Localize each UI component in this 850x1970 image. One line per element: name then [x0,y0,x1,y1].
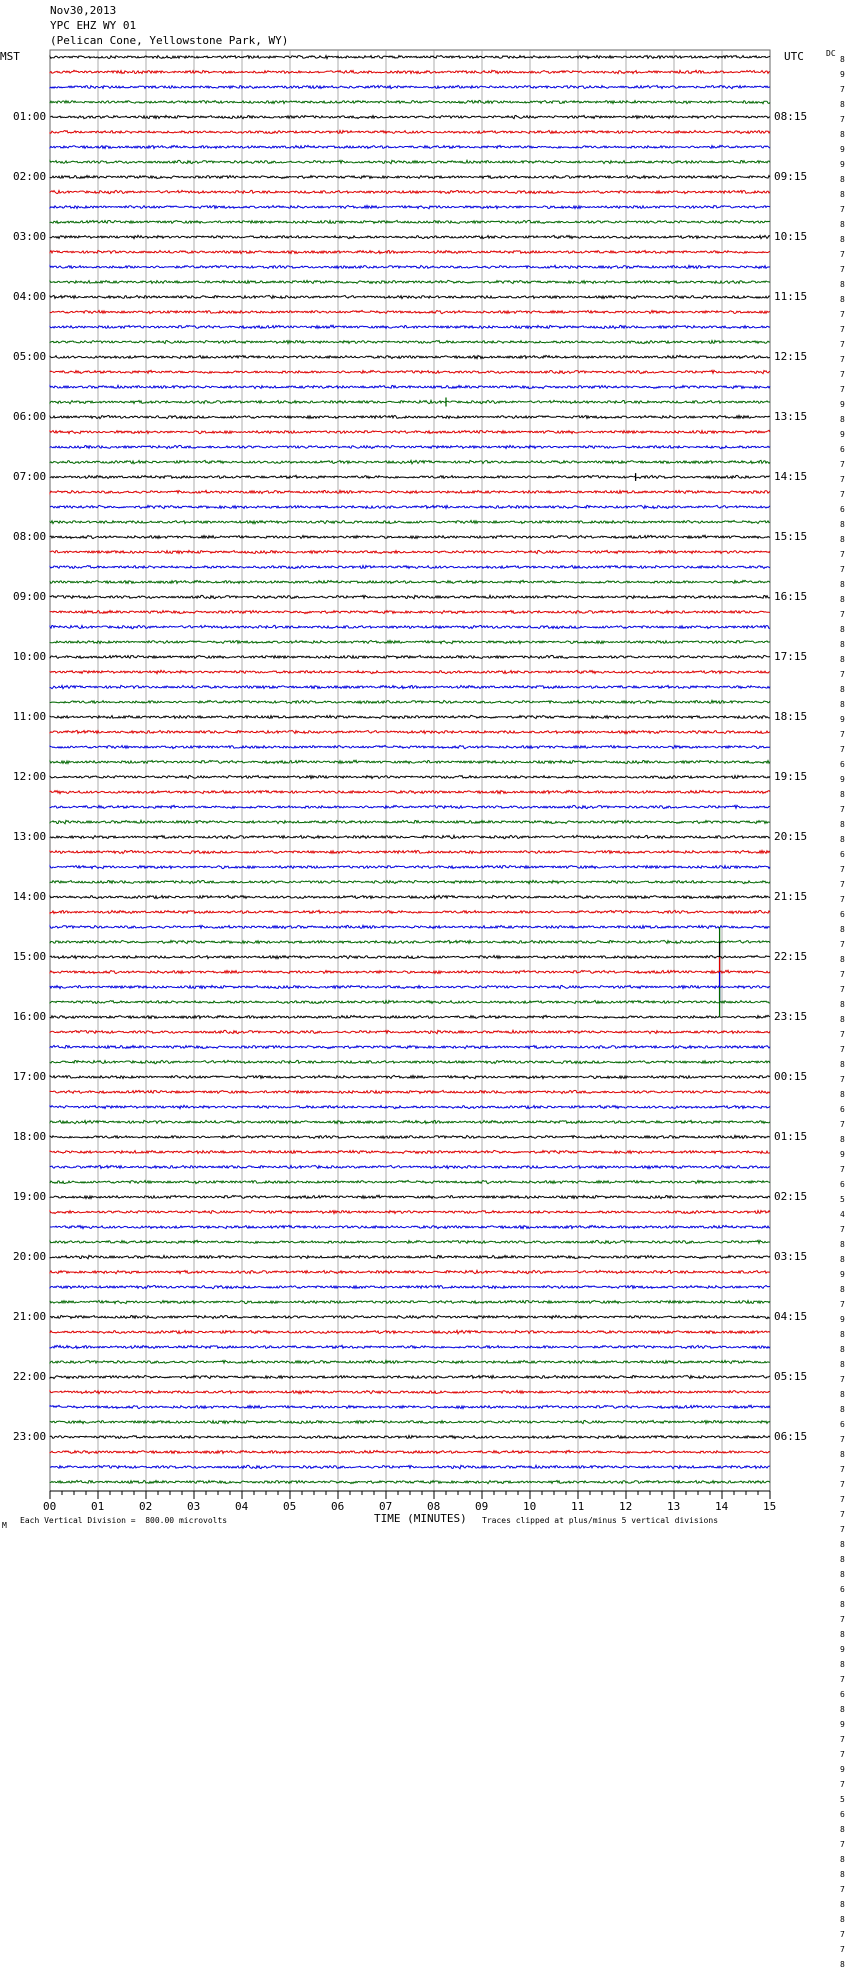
trace-line [50,355,770,358]
trace-line [50,445,770,448]
dc-offset-value: 6 [840,910,845,919]
left-hour-label: 20:00 [13,1250,47,1263]
trace-line [50,611,770,614]
dc-offset-value: 9 [840,775,845,784]
trace-line [50,1465,770,1469]
dc-offset-value: 8 [840,175,845,184]
dc-offset-value: 8 [840,595,845,604]
dc-offset-value: 8 [840,1390,845,1399]
dc-offset-value: 8 [840,655,845,664]
dc-offset-value: 6 [840,1105,845,1114]
dc-offset-value: 8 [840,700,845,709]
trace-line [50,190,770,193]
dc-offset-value: 8 [840,1555,845,1564]
dc-offset-value: 7 [840,1225,845,1234]
dc-offset-value: 8 [840,295,845,304]
trace-line [50,730,770,733]
dc-offset-value: 7 [840,475,845,484]
trace-line [50,295,770,298]
dc-offset-value: 8 [840,1000,845,1009]
trace-line [50,265,770,268]
dc-offset-value: 7 [840,1465,845,1474]
right-hour-label: 14:15 [774,470,808,483]
dc-offset-value: 7 [840,1945,845,1954]
dc-offset-value: 8 [840,100,845,109]
right-hour-label: 15:15 [774,530,808,543]
dc-offset-value: 8 [840,1135,845,1144]
left-hour-label: 13:00 [13,830,47,843]
dc-offset-value: 5 [840,1195,845,1204]
trace-line [50,400,770,403]
left-hour-label: 23:00 [13,1430,47,1443]
trace-line [50,1045,770,1048]
trace-line [50,1211,770,1214]
trace-line [50,1225,770,1228]
dc-offset-value: 6 [840,760,845,769]
trace-line [50,1240,770,1243]
trace-line [50,145,770,148]
trace-line [50,550,770,553]
dc-offset-value: 7 [840,340,845,349]
dc-offset-value: 8 [840,685,845,694]
dc-offset-value: 8 [840,1855,845,1864]
trace-line [50,1195,770,1198]
trace-line [50,835,770,838]
trace-line [50,805,770,808]
dc-offset-value: 7 [840,115,845,124]
plot-date: Nov30,2013 [50,4,117,17]
right-hour-label: 19:15 [774,770,808,783]
trace-line [50,1315,770,1318]
x-tick-label: 02 [139,1500,153,1513]
dc-offset-value: 8 [840,1360,845,1369]
trace-line [50,1435,770,1438]
dc-offset-value: 7 [840,1780,845,1789]
dc-offset-value: 4 [840,1210,845,1219]
dc-offset-value: 8 [840,625,845,634]
dc-offset-value: 7 [840,265,845,274]
right-hour-label: 02:15 [774,1190,808,1203]
dc-offset-value: 8 [840,190,845,199]
dc-offset-value: 8 [840,1540,845,1549]
time-axis [50,1491,770,1499]
dc-offset-value: 7 [840,1300,845,1309]
trace-line [50,460,770,463]
trace-line [50,1105,770,1108]
trace-line [50,160,770,163]
trace-line [50,895,770,898]
dc-offset-value: 6 [840,850,845,859]
station-code: YPC EHZ WY 01 [50,19,137,32]
right-hour-label: 08:15 [774,110,808,123]
trace-line [50,176,770,179]
dc-offset-value: 8 [840,235,845,244]
station-location: (Pelican Cone, Yellowstone Park, WY) [50,34,289,47]
right-hour-label: 20:15 [774,830,808,843]
dc-offset-value: 7 [840,940,845,949]
dc-offset-value: 8 [840,415,845,424]
dc-offset-value: 7 [840,1030,845,1039]
dc-offset-value: 8 [840,1060,845,1069]
dc-offset-value: 8 [840,1915,845,1924]
trace-line [50,1330,770,1333]
x-tick-label: 10 [523,1500,537,1513]
left-hour-label: 11:00 [13,710,47,723]
dc-offset-value: 7 [840,670,845,679]
right-hour-label: 01:15 [774,1130,808,1143]
left-hour-label: 04:00 [13,290,47,303]
trace-line [50,1015,770,1018]
trace-line [50,910,770,913]
trace-line [50,341,770,344]
trace-line [50,70,770,73]
x-tick-label: 11 [571,1500,585,1513]
x-tick-label: 12 [619,1500,633,1513]
trace-line [50,641,770,644]
trace-line [50,820,770,824]
trace-line [50,790,770,793]
right-hour-label: 03:15 [774,1250,808,1263]
left-hour-label: 19:00 [13,1190,47,1203]
trace-line [50,776,770,779]
left-hour-label: 16:00 [13,1010,47,1023]
dc-offset-value: 9 [840,1720,845,1729]
dc-offset-value: 9 [840,430,845,439]
trace-line [50,115,770,118]
left-hour-label: 22:00 [13,1370,47,1383]
dc-offset-value: 6 [840,1810,845,1819]
trace-line [50,1345,770,1348]
dc-offset-value: 7 [840,1525,845,1534]
dc-offset-value: 7 [840,1375,845,1384]
right-hour-label: 13:15 [774,410,808,423]
dc-offset-value: 8 [840,130,845,139]
dc-offset-value: 8 [840,955,845,964]
left-hour-label: 03:00 [13,230,47,243]
dc-offset-value: 8 [840,55,845,64]
dc-offset-value: 7 [840,370,845,379]
dc-offset-value: 9 [840,1315,845,1324]
left-hour-label: 18:00 [13,1130,47,1143]
dc-offset-value: 7 [840,1480,845,1489]
dc-offset-value: 7 [840,250,845,259]
right-hour-label: 21:15 [774,890,808,903]
dc-offset-value: 7 [840,325,845,334]
dc-offset-value: 7 [840,880,845,889]
dc-offset-value: 8 [840,1450,845,1459]
x-tick-label: 15 [763,1500,777,1513]
trace-line [50,745,770,748]
dc-offset-value: 8 [840,925,845,934]
trace-line [50,1270,770,1273]
right-timezone-label: UTC [784,50,804,63]
dc-offset-value: 7 [840,610,845,619]
dc-offset-value: 8 [840,790,845,799]
dc-offset-value: 7 [840,805,845,814]
dc-offset-value: 8 [840,1960,845,1969]
trace-line [50,925,770,928]
dc-offset-value: 8 [840,1825,845,1834]
dc-offset-value: 7 [840,865,845,874]
trace-line [50,370,770,373]
trace-line [50,1286,770,1289]
x-tick-label: 06 [331,1500,345,1513]
right-hour-label: 00:15 [774,1070,808,1083]
x-tick-label: 03 [187,1500,201,1513]
dc-offset-value: 8 [840,1405,845,1414]
dc-offset-value: 7 [840,1675,845,1684]
trace-group [50,56,770,1484]
trace-line [50,955,770,958]
trace-line [50,1090,770,1093]
trace-line [50,970,770,973]
x-tick-label: 01 [91,1500,105,1513]
dc-offset-value: 8 [840,1345,845,1354]
left-hour-label: 10:00 [13,650,47,663]
trace-line [50,985,770,988]
left-hour-label: 09:00 [13,590,47,603]
right-hour-label: 18:15 [774,710,808,723]
right-hour-label: 04:15 [774,1310,808,1323]
left-hour-label: 14:00 [13,890,47,903]
dc-offset-value: 8 [840,820,845,829]
dc-offset-value: 9 [840,1765,845,1774]
trace-line [50,430,770,433]
dc-offset-value: 7 [840,1075,845,1084]
x-tick-label: 14 [715,1500,729,1513]
trace-line [50,760,770,763]
trace-line [50,1030,770,1033]
dc-offset-value: 7 [840,460,845,469]
left-hour-label: 08:00 [13,530,47,543]
dc-offset-value: 6 [840,1180,845,1189]
dc-offset-value: 7 [840,1840,845,1849]
dc-offset-value: 7 [840,85,845,94]
dc-offset-value: 9 [840,715,845,724]
trace-line [50,490,770,493]
trace-line [50,235,770,238]
right-hour-label: 06:15 [774,1430,808,1443]
trace-line [50,475,770,478]
x-tick-label: 07 [379,1500,393,1513]
trace-line [50,520,770,523]
trace-line [50,1120,770,1123]
left-hour-label: 15:00 [13,950,47,963]
trace-line [50,535,770,538]
right-hour-label: 05:15 [774,1370,808,1383]
dc-offset-value: 7 [840,550,845,559]
dc-offset-value: 8 [840,1090,845,1099]
dc-offset-value: 9 [840,1150,845,1159]
dc-offset-value: 8 [840,1015,845,1024]
trace-line [50,700,770,703]
right-hour-label: 16:15 [774,590,808,603]
dc-offset-value: 8 [840,835,845,844]
right-hour-label: 10:15 [774,230,808,243]
trace-line [50,866,770,869]
trace-line [50,1450,770,1453]
left-hour-label: 17:00 [13,1070,47,1083]
x-tick-label: 04 [235,1500,249,1513]
dc-offset-value: 7 [840,970,845,979]
dc-offset-value: 8 [840,280,845,289]
scale-note: Each Vertical Division = 800.00 microvolts [20,1516,228,1525]
trace-line [50,251,770,254]
dc-offset-value: 7 [840,310,845,319]
trace-line [50,1255,770,1258]
dc-offset-value: 9 [840,1270,845,1279]
trace-line [50,1390,770,1393]
left-hour-label: 01:00 [13,110,47,123]
dc-offset-value: 9 [840,145,845,154]
left-timezone-label: MST [0,50,20,63]
dc-offset-value: 6 [840,445,845,454]
trace-line [50,940,770,943]
left-hour-label: 21:00 [13,1310,47,1323]
dc-offset-value: 7 [840,985,845,994]
left-hour-label: 06:00 [13,410,47,423]
dc-offset-value: 8 [840,1660,845,1669]
trace-line [50,1060,770,1063]
dc-offset-value: 9 [840,70,845,79]
trace-line [50,670,770,673]
trace-line [50,1180,770,1183]
dc-offset-value: 8 [840,535,845,544]
dc-offset-value: 6 [840,1420,845,1429]
dc-offset-value: 7 [840,730,845,739]
dc-offset-value: 8 [840,1330,845,1339]
left-hour-label: 12:00 [13,770,47,783]
dc-offset-value: 7 [840,745,845,754]
trace-line [50,1135,770,1138]
right-hour-label: 11:15 [774,290,808,303]
x-tick-label: 13 [667,1500,681,1513]
trace-line [50,415,770,418]
dc-offset-value: 7 [840,565,845,574]
clip-note: Traces clipped at plus/minus 5 vertical divisions [482,1516,719,1525]
trace-line [50,1150,770,1153]
trace-line [50,56,770,59]
corner-mark: M [2,1521,7,1530]
trace-line [50,1000,770,1003]
dc-offset-value: 8 [840,1900,845,1909]
dc-offset-value: 8 [840,1255,845,1264]
dc-offset-value: 8 [840,520,845,529]
dc-offset-value: 7 [840,355,845,364]
dc-offset-value: 8 [840,220,845,229]
trace-line [50,715,770,718]
trace-line [50,880,770,883]
x-tick-label: 09 [475,1500,489,1513]
right-hour-label: 12:15 [774,350,808,363]
dc-offset-value: 8 [840,1870,845,1879]
trace-line [50,505,770,508]
dc-offset-value: 6 [840,1585,845,1594]
dc-offset-value: 8 [840,1705,845,1714]
trace-line [50,280,770,283]
trace-line [50,850,770,853]
dc-offset-value: 6 [840,1690,845,1699]
x-tick-label: 00 [43,1500,57,1513]
x-tick-label: 08 [427,1500,441,1513]
trace-line [50,206,770,209]
dc-offset-value: 8 [840,1285,845,1294]
x-tick-label: 05 [283,1500,297,1513]
trace-line [50,1360,770,1363]
trace-line [50,1405,770,1408]
dc-offset-value: 7 [840,1045,845,1054]
dc-label: DC [826,49,836,58]
dc-offset-value: 7 [840,1750,845,1759]
trace-line [50,685,770,688]
left-hour-label: 07:00 [13,470,47,483]
dc-offset-value: 7 [840,1735,845,1744]
dc-offset-value: 7 [840,205,845,214]
right-hour-label: 23:15 [774,1010,808,1023]
dc-offset-value: 8 [840,640,845,649]
dc-offset-value: 8 [840,1240,845,1249]
dc-offset-value: 7 [840,1495,845,1504]
left-hour-label: 02:00 [13,170,47,183]
trace-line [50,1075,770,1078]
dc-offset-value: 7 [840,1510,845,1519]
trace-line [50,595,770,598]
dc-offset-value: 6 [840,505,845,514]
trace-line [50,85,770,88]
trace-line [50,580,770,583]
dc-offset-value: 8 [840,1600,845,1609]
dc-offset-value: 8 [840,1630,845,1639]
dc-offset-value: 5 [840,1795,845,1804]
right-hour-label: 22:15 [774,950,808,963]
dc-offset-value: 7 [840,1435,845,1444]
dc-offset-value: 7 [840,1120,845,1129]
trace-line [50,1165,770,1168]
trace-line [50,655,770,658]
dc-offset-value: 9 [840,160,845,169]
dc-offset-value: 9 [840,1645,845,1654]
dc-offset-value: 7 [840,1930,845,1939]
dc-offset-value: 7 [840,1615,845,1624]
dc-offset-value: 7 [840,895,845,904]
dc-offset-value: 9 [840,400,845,409]
trace-line [50,1375,770,1378]
dc-offset-value: 7 [840,385,845,394]
trace-line [50,565,770,568]
dc-offset-value: 7 [840,1165,845,1174]
trace-line [50,100,770,103]
trace-line [50,310,770,313]
trace-line [50,625,770,628]
trace-line [50,1420,770,1423]
trace-line [50,220,770,223]
trace-line [50,1301,770,1304]
dc-offset-value: 7 [840,1885,845,1894]
dc-offset-value: 8 [840,580,845,589]
trace-line [50,130,770,133]
x-axis-label: TIME (MINUTES) [374,1512,467,1525]
left-hour-label: 05:00 [13,350,47,363]
dc-offset-value: 7 [840,490,845,499]
right-hour-label: 09:15 [774,170,808,183]
trace-line [50,385,770,388]
trace-line [50,325,770,328]
right-hour-label: 17:15 [774,650,808,663]
dc-offset-value: 8 [840,1570,845,1579]
trace-line [50,1480,770,1483]
